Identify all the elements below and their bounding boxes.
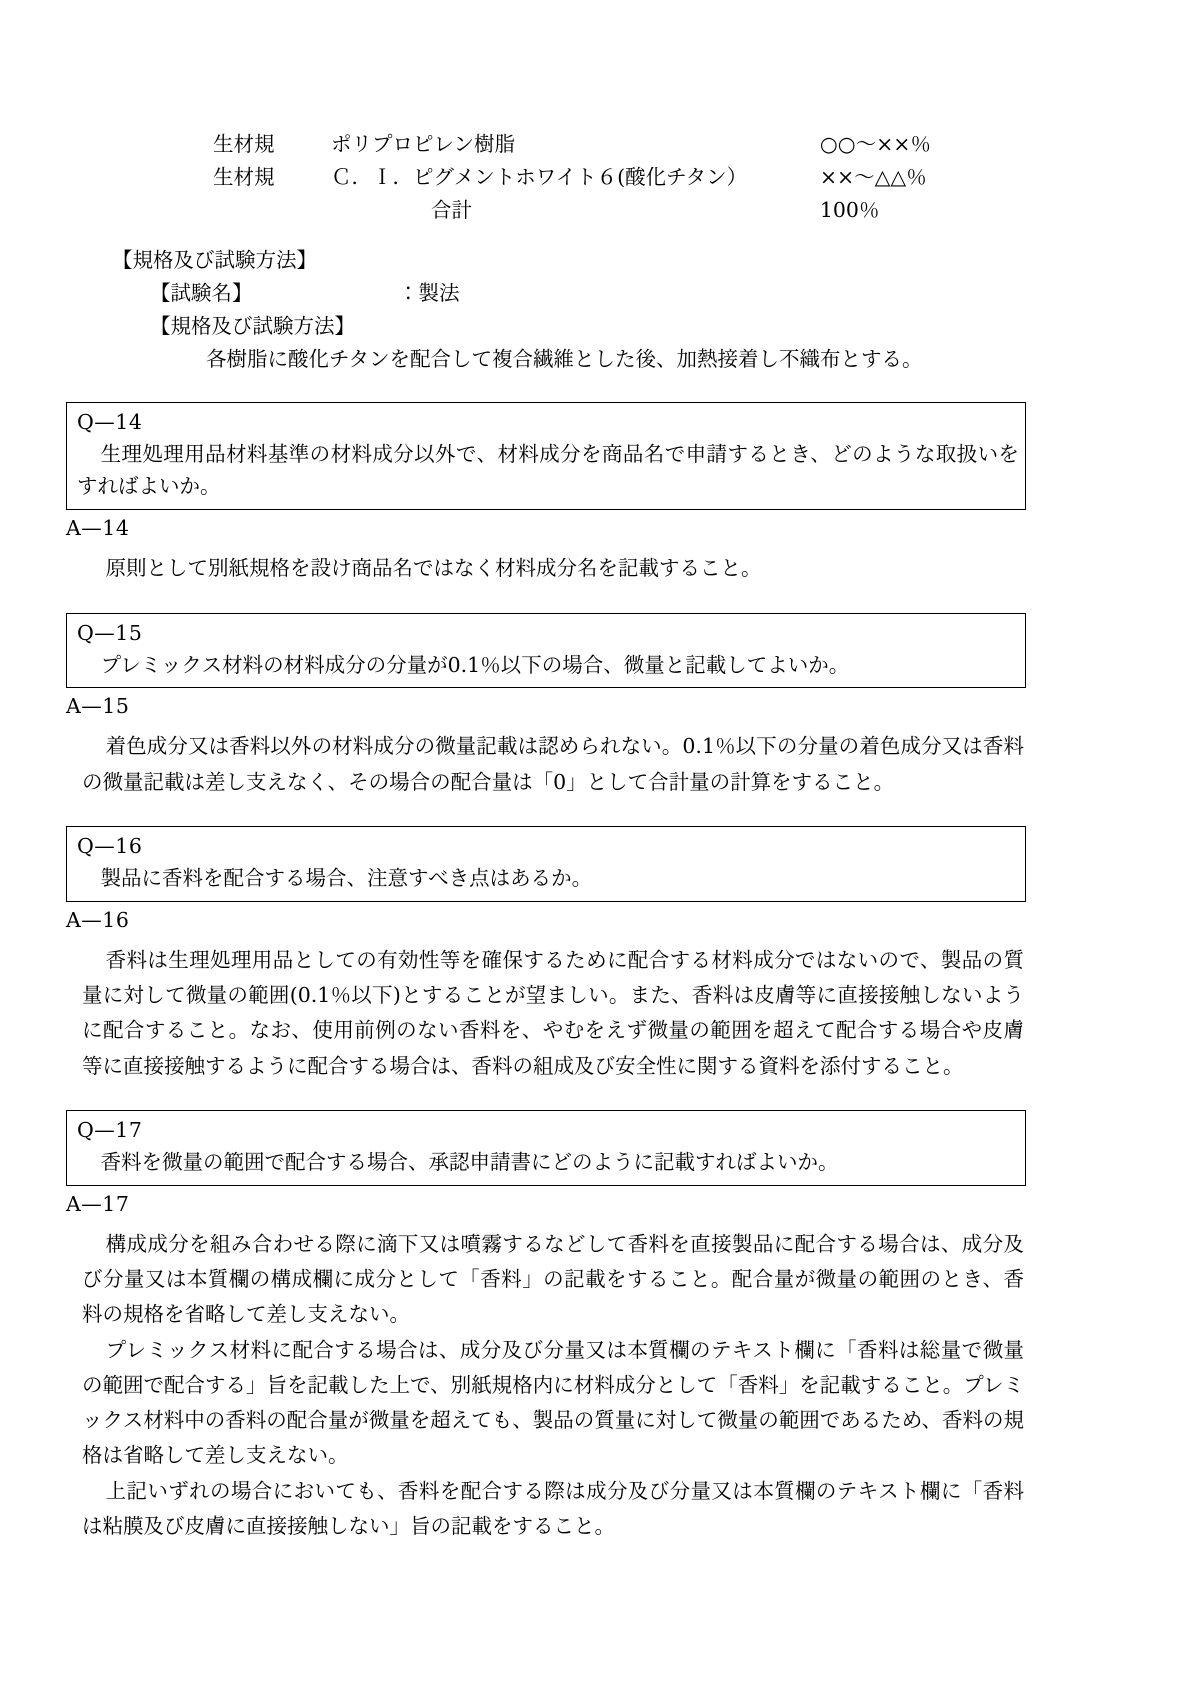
ingredient-standard-label: 生材規 — [213, 132, 275, 156]
specification-block — [66, 244, 1026, 377]
question-id: Q—16 — [77, 833, 143, 858]
answer-paragraph: 香料は生理処理用品としての有効性等を確保するために配合する材料成分ではないので、製品の質量に対して微量の範囲(0.1％以下)とすることが望ましい。また、香料は皮膚等に直接接触しないように配合すること。なお、使用前例のない香料を、やむをえず微量の範囲を超えて配合する場合や皮膚等に直接接触するように配合する場合は、香料の組成及び安全性に関する資料を添付すること。 — [82, 947, 1024, 1078]
table-row — [66, 128, 1026, 161]
table-row — [66, 161, 1026, 194]
answer-paragraph: 原則として別紙規格を設け商品名ではなく材料成分名を記載すること。 — [105, 556, 762, 581]
answer-id: A—17 — [66, 1191, 130, 1216]
question-box-17 — [66, 1110, 1026, 1186]
question-id: Q—15 — [77, 620, 143, 645]
ingredient-table — [66, 128, 1026, 228]
answer-paragraph: 着色成分又は香料以外の材料成分の微量記載は認められない。0.1％以下の分量の着色成分又は香料の微量記載は差し支えなく、その場合の配合量は「0」として合計量の計算をすること。 — [82, 734, 1024, 794]
answer-id: A—15 — [66, 694, 130, 719]
answer-id: A—16 — [66, 907, 130, 932]
qa-group-17 — [66, 1110, 1026, 1544]
question-text: 香料を微量の範囲で配合する場合、承認申請書にどのように記載すればよいか。 — [100, 1149, 839, 1174]
table-row-total — [66, 194, 1026, 227]
answer-body-15 — [66, 729, 1026, 800]
total-amount: 100％ — [819, 198, 880, 223]
document-content — [66, 128, 1026, 1544]
ingredient-amount: ××～△△％ — [819, 165, 927, 190]
question-text: 製品に香料を配合する場合、注意すべき点はあるか。 — [100, 865, 593, 890]
ingredient-name: ポリプロピレン樹脂 — [330, 132, 515, 156]
total-spacer — [66, 194, 331, 227]
question-id: Q—17 — [77, 1117, 143, 1142]
question-box-16 — [66, 826, 1026, 902]
question-text: 生理処理用品材料基準の材料成分以外で、材料成分を商品名で申請するとき、どのような取扱いをすればよいか。 — [77, 442, 1019, 499]
ingredient-name: Ｃ．Ｉ．ピグメントホワイト６(酸化チタン） — [330, 165, 748, 190]
question-box-14 — [66, 402, 1026, 510]
qa-group-14 — [66, 402, 1026, 586]
question-id: Q—14 — [77, 410, 143, 435]
question-text: プレミックス材料の材料成分の分量が0.1％以下の場合、微量と記載してよいか。 — [100, 652, 850, 677]
spec-method-text: 各樹脂に酸化チタンを配合して複合繊維とした後、加熱接着し不織布とする。 — [206, 347, 923, 372]
answer-paragraph: 構成成分を組み合わせる際に滴下又は噴霧するなどして香料を直接製品に配合する場合は、成分及び分量又は本質欄の構成欄に成分として「香料」の記載をすること。配合量が微量の範囲のとき、香料の規格を省略して差し支えない。 — [82, 1231, 1024, 1327]
spec-test-name-value: ：製法 — [398, 280, 460, 305]
spec-test-name-row — [66, 277, 1026, 310]
answer-id: A—14 — [66, 516, 130, 541]
answer-body-14 — [66, 551, 1026, 586]
answer-paragraph: プレミックス材料に配合する場合は、成分及び分量又は本質欄のテキスト欄に「香料は総量で微量の範囲で配合する」旨を記載した上で、別紙規格内に材料成分として「香料」を記載すること。プレミックス材料中の香料の配合量が微量を超えても、製品の質量に対して微量の範囲であるため、香料の規格は省略して差し支えない。 — [82, 1337, 1024, 1468]
qa-group-15 — [66, 613, 1026, 800]
spec-method-heading: 【規格及び試験方法】 — [150, 314, 355, 339]
total-label: 合計 — [430, 198, 472, 223]
answer-body-16 — [66, 943, 1026, 1084]
question-box-15 — [66, 613, 1026, 689]
qa-group-16 — [66, 826, 1026, 1084]
spec-heading: 【規格及び試験方法】 — [112, 247, 317, 272]
ingredient-standard-label: 生材規 — [213, 165, 275, 190]
spec-test-name-label: 【試験名】 — [150, 280, 253, 305]
ingredient-amount: ○○～××％ — [819, 132, 931, 156]
answer-body-17 — [66, 1227, 1026, 1544]
answer-paragraph: 上記いずれの場合においても、香料を配合する際は成分及び分量又は本質欄のテキスト欄に「香料は粘膜及び皮膚に直接接触しない」旨の記載をすること。 — [82, 1478, 1024, 1538]
